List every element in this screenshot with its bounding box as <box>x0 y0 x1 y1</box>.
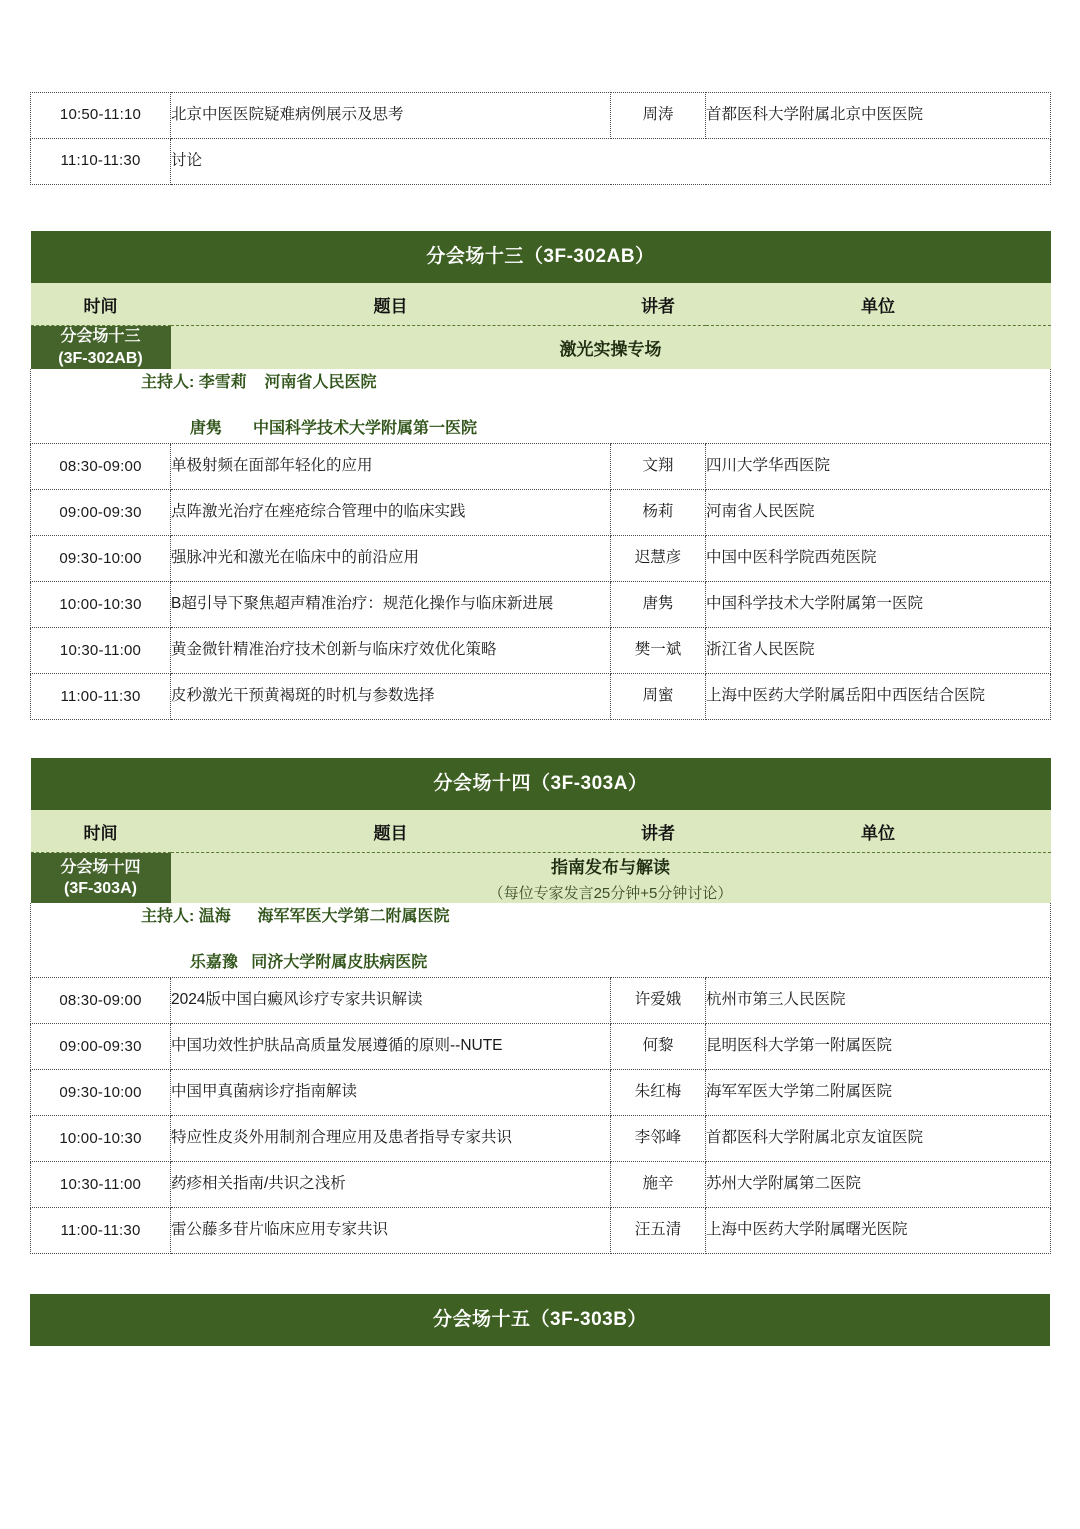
section-gap <box>30 720 1050 758</box>
section-gap <box>30 1254 1050 1294</box>
row-title: 讨论 <box>171 139 1051 185</box>
session-table-13 <box>30 231 1051 720</box>
venue-banner: 分会场十四（3F-303A） <box>31 758 1051 810</box>
session-label-line2: (3F-303A) <box>64 880 137 898</box>
table-row <box>31 582 1051 628</box>
row-speaker: 汪五清 <box>611 1208 706 1254</box>
row-speaker: 唐隽 <box>611 582 706 628</box>
row-unit: 河南省人民医院 <box>706 490 1051 536</box>
column-header-speaker: 讲者 <box>611 283 706 326</box>
table-row <box>31 1208 1051 1254</box>
row-time: 09:00-09:30 <box>31 1024 171 1070</box>
session-table-15 <box>30 1294 1050 1346</box>
row-speaker: 周蜜 <box>611 674 706 720</box>
row-unit: 首都医科大学附属北京友谊医院 <box>706 1116 1051 1162</box>
row-time: 10:00-10:30 <box>31 1116 171 1162</box>
row-unit: 上海中医药大学附属曙光医院 <box>706 1208 1051 1254</box>
table-row <box>31 444 1051 490</box>
venue-banner-row <box>30 1294 1050 1346</box>
table-row <box>31 93 1051 139</box>
session-label-line1: 分会场十三 <box>60 328 141 345</box>
chair-cell <box>31 903 1051 978</box>
row-unit: 海军军医大学第二附属医院 <box>706 1070 1051 1116</box>
table-row <box>31 1070 1051 1116</box>
venue-banner-row <box>31 231 1051 283</box>
row-title: 中国甲真菌病诊疗指南解读 <box>171 1070 611 1116</box>
row-time: 11:00-11:30 <box>31 674 171 720</box>
row-unit: 四川大学华西医院 <box>706 444 1051 490</box>
row-speaker: 文翔 <box>611 444 706 490</box>
table-row <box>31 1162 1051 1208</box>
chair-line-1: 主持人: 温海 海军军医大学第二附属医院 <box>141 908 450 926</box>
column-header-unit: 单位 <box>706 283 1051 326</box>
column-header-unit: 单位 <box>706 810 1051 853</box>
row-unit: 浙江省人民医院 <box>706 628 1051 674</box>
row-unit: 昆明医科大学第一附属医院 <box>706 1024 1051 1070</box>
row-time: 10:30-11:00 <box>31 628 171 674</box>
row-time: 10:30-11:00 <box>31 1162 171 1208</box>
table-row <box>31 1116 1051 1162</box>
session-table-14 <box>30 758 1051 1254</box>
session-label-cell <box>31 326 171 370</box>
session-topic-main: 指南发布与解读 <box>551 858 670 878</box>
row-time: 11:00-11:30 <box>31 1208 171 1254</box>
row-speaker: 李邻峰 <box>611 1116 706 1162</box>
row-title: 强脉冲光和激光在临床中的前沿应用 <box>171 536 611 582</box>
row-speaker: 许爱娥 <box>611 978 706 1024</box>
row-title: 特应性皮炎外用制剂合理应用及患者指导专家共识 <box>171 1116 611 1162</box>
column-header-row <box>31 283 1051 326</box>
row-title: 点阵激光治疗在痤疮综合管理中的临床实践 <box>171 490 611 536</box>
row-title: B超引导下聚焦超声精准治疗：规范化操作与临床新进展 <box>171 582 611 628</box>
row-unit: 中国中医科学院西苑医院 <box>706 536 1051 582</box>
table-row <box>31 674 1051 720</box>
row-title: 黄金微针精准治疗技术创新与临床疗效优化策略 <box>171 628 611 674</box>
column-header-title: 题目 <box>171 283 611 326</box>
session-topic-cell <box>171 853 1051 904</box>
column-header-speaker: 讲者 <box>611 810 706 853</box>
column-header-time: 时间 <box>31 810 171 853</box>
row-title: 单极射频在面部年轻化的应用 <box>171 444 611 490</box>
session-label-line2: (3F-302AB) <box>58 349 143 367</box>
row-time: 08:30-09:00 <box>31 444 171 490</box>
row-title: 药疹相关指南/共识之浅析 <box>171 1162 611 1208</box>
row-title: 雷公藤多苷片临床应用专家共识 <box>171 1208 611 1254</box>
session-topic-main: 激光实操专场 <box>559 340 662 360</box>
chair-row <box>31 369 1051 444</box>
row-unit: 杭州市第三人民医院 <box>706 978 1051 1024</box>
row-unit: 上海中医药大学附属岳阳中西医结合医院 <box>706 674 1051 720</box>
table-row <box>31 490 1051 536</box>
row-time: 10:50-11:10 <box>31 93 171 139</box>
session-label-line1: 分会场十四 <box>60 858 141 876</box>
row-time: 11:10-11:30 <box>31 139 171 185</box>
chair-line-1: 主持人: 李雪莉 河南省人民医院 <box>141 374 377 392</box>
row-time: 09:30-10:00 <box>31 1070 171 1116</box>
row-speaker: 周涛 <box>611 93 706 139</box>
table-row <box>31 139 1051 185</box>
session-topic-sub: （每位专家发言25分钟+5分钟讨论） <box>488 885 733 903</box>
row-speaker: 杨莉 <box>611 490 706 536</box>
row-unit: 中国科学技术大学附属第一医院 <box>706 582 1051 628</box>
session-topic-cell <box>171 326 1051 370</box>
venue-banner-row <box>31 758 1051 810</box>
row-speaker: 何黎 <box>611 1024 706 1070</box>
table-row <box>31 536 1051 582</box>
section-gap <box>30 185 1050 231</box>
row-unit: 首都医科大学附属北京中医医院 <box>706 93 1051 139</box>
session-topic-row <box>31 853 1051 904</box>
chair-line-2: 乐嘉豫 同济大学附属皮肤病医院 <box>141 954 428 972</box>
row-speaker: 施辛 <box>611 1162 706 1208</box>
row-time: 09:30-10:00 <box>31 536 171 582</box>
chair-cell <box>31 369 1051 444</box>
venue-banner: 分会场十五（3F-303B） <box>30 1294 1050 1346</box>
chair-row <box>31 903 1051 978</box>
chair-line-2: 唐隽 中国科学技术大学附属第一医院 <box>141 420 478 438</box>
row-title: 中国功效性护肤品高质量发展遵循的原则--NUTE <box>171 1024 611 1070</box>
venue-banner: 分会场十三（3F-302AB） <box>31 231 1051 283</box>
row-speaker: 迟慧彦 <box>611 536 706 582</box>
row-time: 09:00-09:30 <box>31 490 171 536</box>
continued-schedule-table <box>30 92 1051 185</box>
row-speaker: 樊一斌 <box>611 628 706 674</box>
column-header-title: 题目 <box>171 810 611 853</box>
row-title: 2024版中国白癜风诊疗专家共识解读 <box>171 978 611 1024</box>
column-header-time: 时间 <box>31 283 171 326</box>
row-title: 北京中医医院疑难病例展示及思考 <box>171 93 611 139</box>
table-row <box>31 1024 1051 1070</box>
table-row <box>31 978 1051 1024</box>
row-time: 08:30-09:00 <box>31 978 171 1024</box>
session-topic-row <box>31 326 1051 370</box>
row-title: 皮秒激光干预黄褐斑的时机与参数选择 <box>171 674 611 720</box>
row-speaker: 朱红梅 <box>611 1070 706 1116</box>
row-unit: 苏州大学附属第二医院 <box>706 1162 1051 1208</box>
session-label-cell <box>31 853 171 904</box>
row-time: 10:00-10:30 <box>31 582 171 628</box>
table-row <box>31 628 1051 674</box>
column-header-row <box>31 810 1051 853</box>
